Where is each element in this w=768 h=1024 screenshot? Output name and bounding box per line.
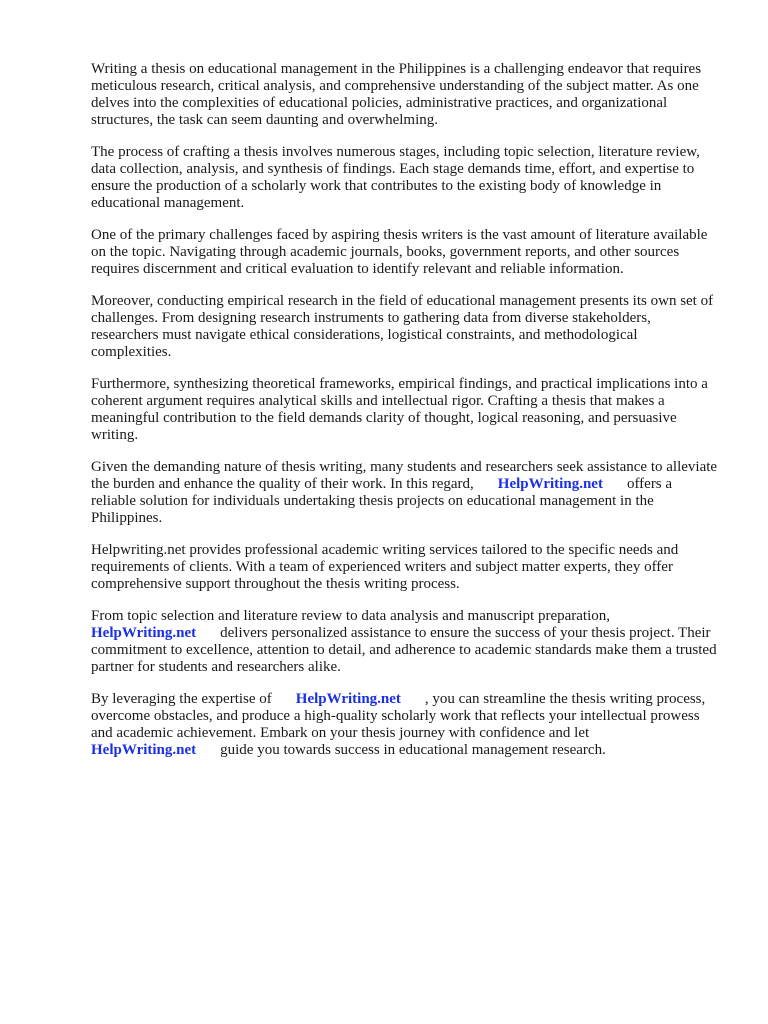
paragraph-leveraging bbox=[91, 691, 720, 759]
leveraging-text-middle: , you can streamline the thesis writing process, overcome obstacles, and produce a high-quality scholarly work that reflects your intellectual prowess and academic achievement. Embark on your thesis journey with confidence and let bbox=[91, 691, 706, 741]
topic-text-after: delivers personalized assistance to ensure the success of your thesis project. Their commitment to excellence, attention to detail, and adherence to academic standards make them a trusted partner for students and researchers alike. bbox=[91, 625, 717, 675]
assistance-text-before: Given the demanding nature of thesis writing, many students and researchers seek assistance to alleviate the burden and enhance the quality of their work. In this regard, bbox=[91, 459, 718, 492]
paragraph-topic-selection bbox=[91, 608, 720, 676]
leveraging-text-after: guide you towards success in educational management research. bbox=[220, 742, 606, 758]
topic-text-before: From topic selection and literature review to data analysis and manuscript preparation, bbox=[91, 608, 610, 624]
paragraph-services: Helpwriting.net provides professional academic writing services tailored to the specific needs and requirements of clients. With a team of experienced writers and subject matter experts, they offer comprehensive support throughout the thesis writing process. bbox=[91, 542, 679, 592]
paragraph-challenges: One of the primary challenges faced by aspiring thesis writers is the vast amount of literature available on the topic. Navigating through academic journals, books, government reports, and other sources requires discernment and critical evaluation to identify relevant and reliable information. bbox=[91, 227, 708, 277]
paragraph-process: The process of crafting a thesis involves numerous stages, including topic selection, literature review, data collection, analysis, and synthesis of findings. Each stage demands time, effort, and expertise to ensure the production of a scholarly work that contributes to the existing body of knowledge in educational management. bbox=[91, 144, 700, 211]
paragraph-assistance bbox=[91, 459, 720, 527]
paragraph-intro: Writing a thesis on educational management in the Philippines is a challenging endeavor that requires meticulous research, critical analysis, and comprehensive understanding of the subject matter. As one delves into the complexities of educational policies, administrative practices, and organizational structures, the task can seem daunting and overwhelming. bbox=[91, 61, 702, 128]
leveraging-text-before: By leveraging the expertise of bbox=[91, 691, 272, 707]
paragraph-synthesis: Furthermore, synthesizing theoretical frameworks, empirical findings, and practical implications into a coherent argument requires analytical skills and intellectual rigor. Crafting a thesis that makes a meaningful contribution to the field demands clarity of thought, logical reasoning, and persuasive writing. bbox=[91, 376, 708, 443]
assistance-text-after: offers a reliable solution for individuals undertaking thesis projects on educational management in the Philippines. bbox=[91, 476, 673, 526]
helpwriting-link[interactable]: HelpWriting.net bbox=[295, 691, 401, 707]
helpwriting-link[interactable]: HelpWriting.net bbox=[497, 476, 603, 492]
helpwriting-link[interactable]: HelpWriting.net bbox=[91, 742, 197, 758]
paragraph-empirical-research: Moreover, conducting empirical research in the field of educational management presents its own set of challenges. From designing research instruments to gathering data from diverse stakeholders, researchers must navigate ethical considerations, logistical constraints, and methodological complexities. bbox=[91, 293, 714, 360]
helpwriting-link[interactable]: HelpWriting.net bbox=[91, 625, 197, 641]
